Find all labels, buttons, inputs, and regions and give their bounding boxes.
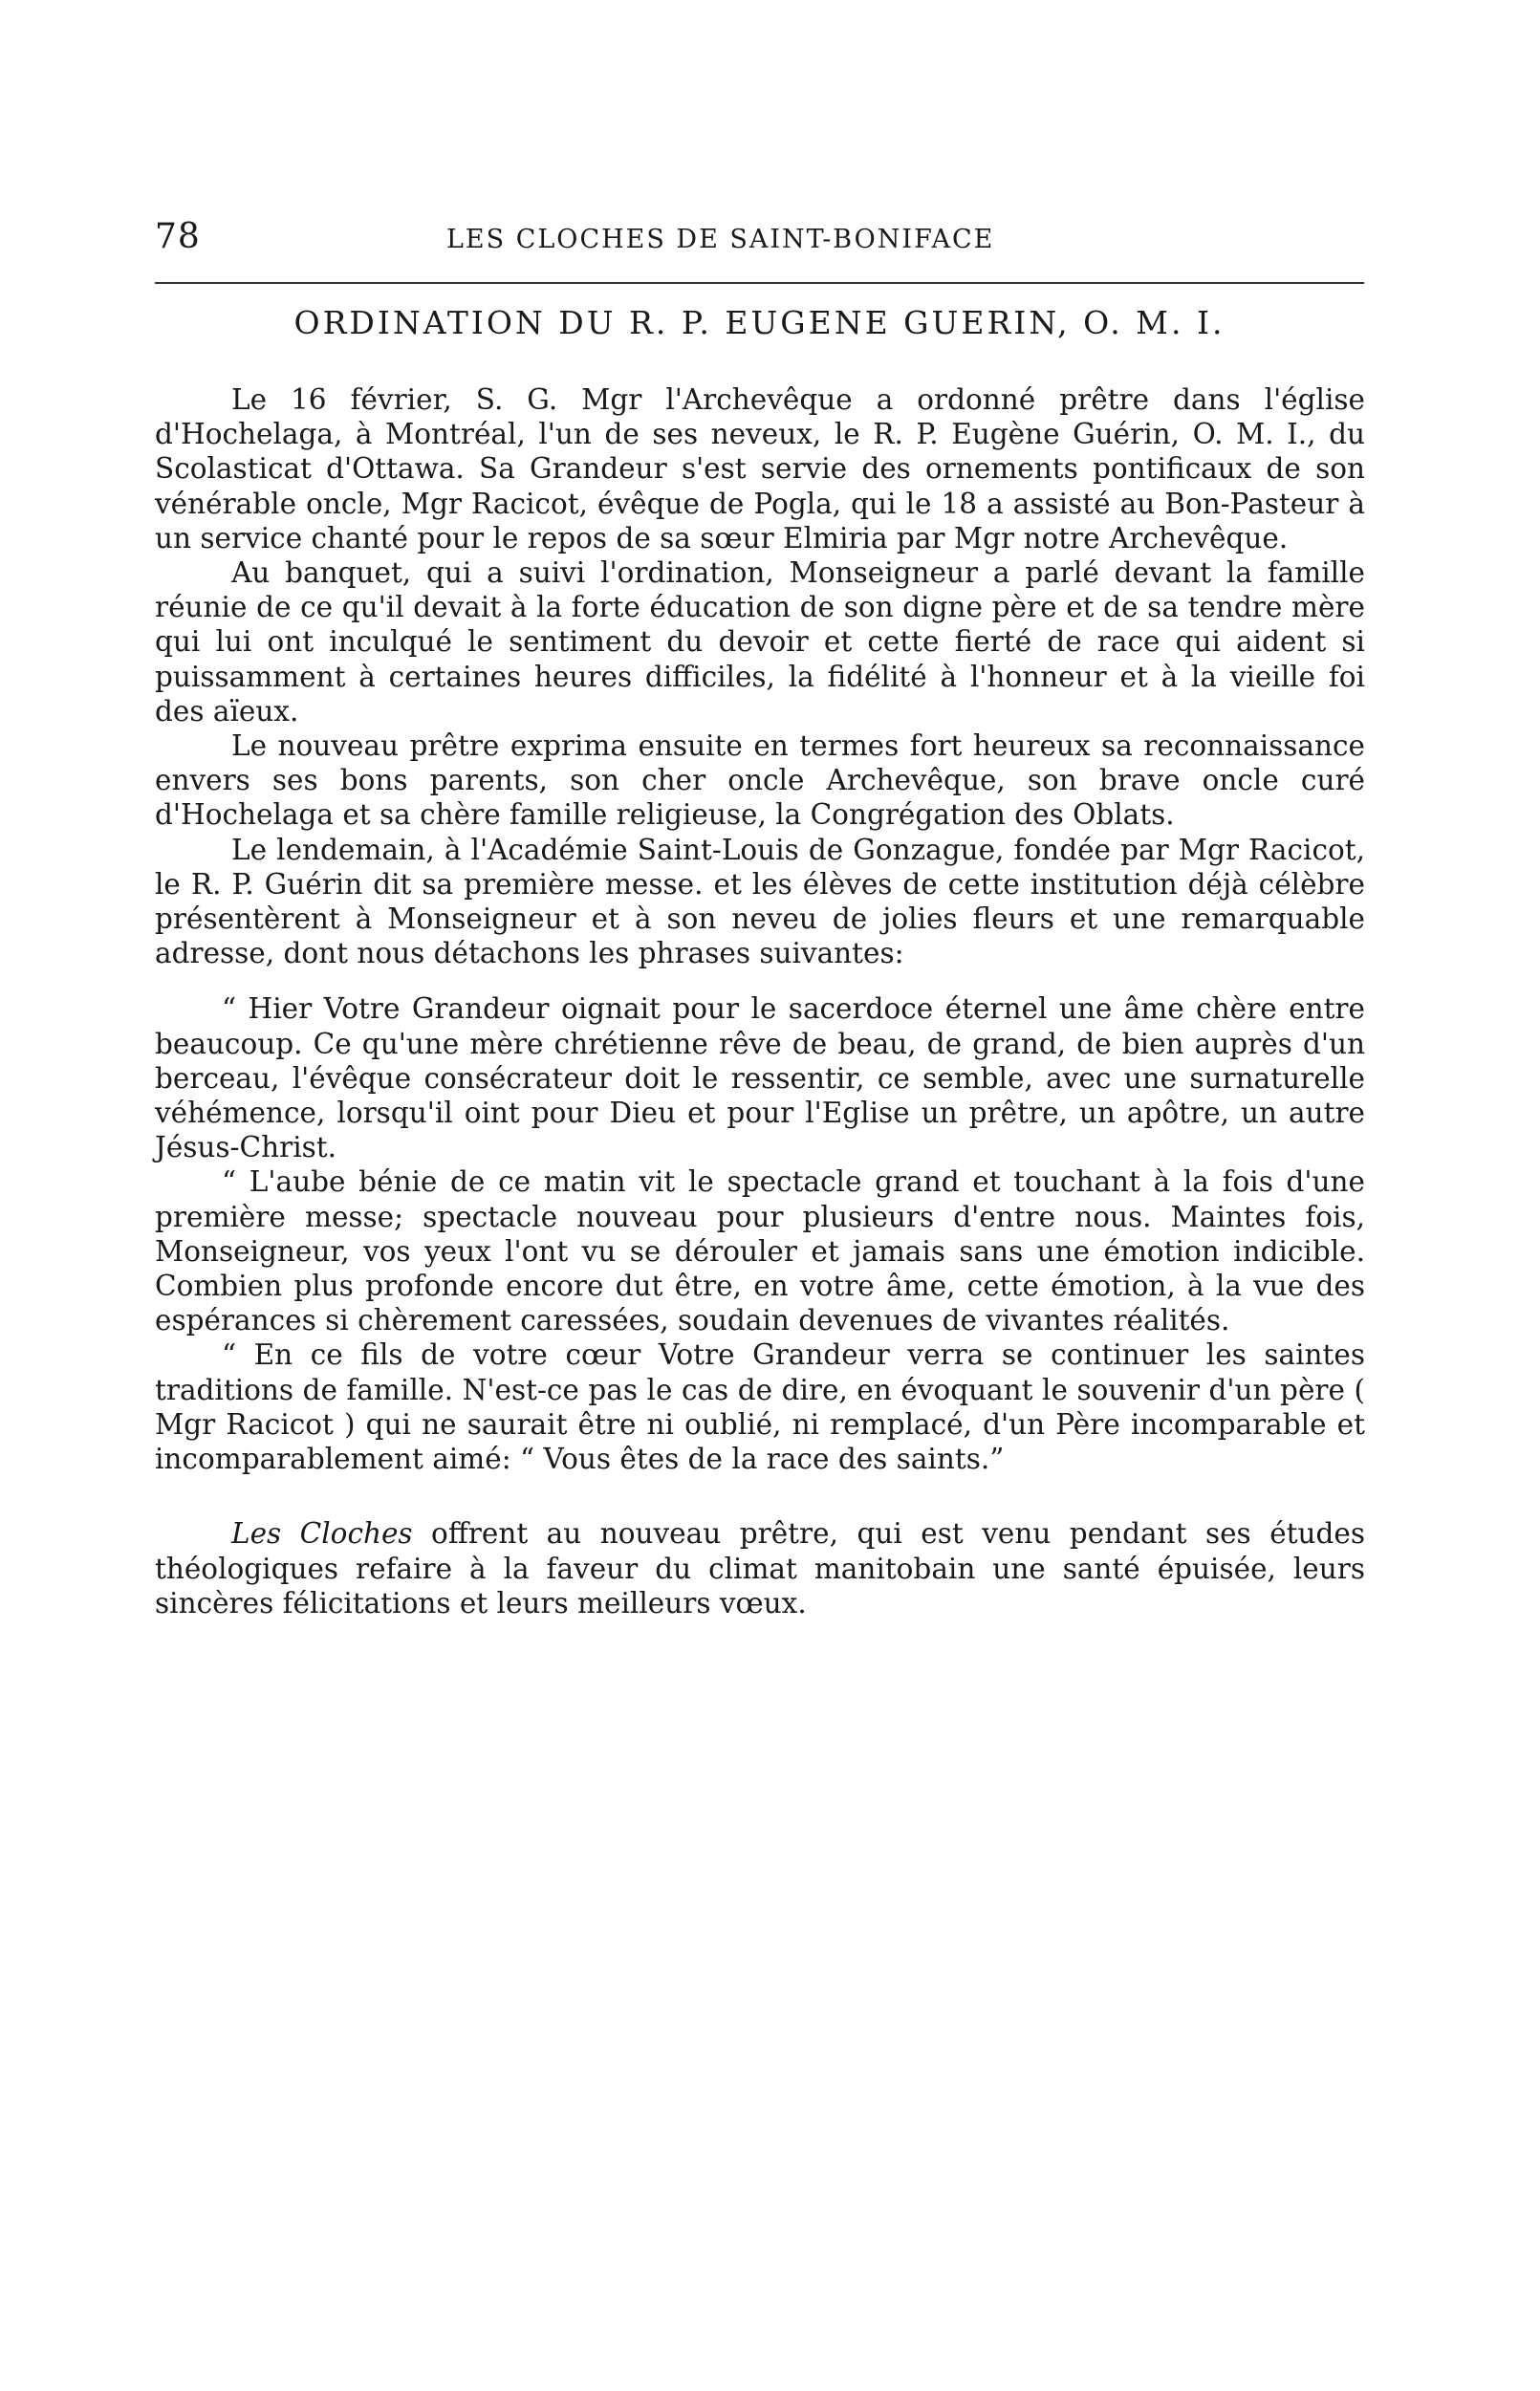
closing-text: offrent au nouveau prêtre, qui est venu pendant ses études théologiques refaire à la faveur du climat manitobain une santé épuisée, leurs sincères félicitations et leurs meilleurs vœux.: [155, 1517, 1365, 1619]
paragraph-4: Le lendemain, à l'Académie Saint-Louis de Gonzague, fondée par Mgr Racicot, le R. P. Guérin dit sa première messe. et les élèves de cette institution déjà célèbre présentèrent à Monseigneur et à son neveu de jolies fleurs et une remarquable adresse, dont nous détachons les phrases suivantes:: [155, 833, 1365, 970]
running-title: LES CLOCHES DE SAINT-BONIFACE: [446, 225, 995, 254]
paragraph-3: Le nouveau prêtre exprima ensuite en termes fort heureux sa reconnaissance envers ses bons parents, son cher oncle Archevêque, son brave oncle curé d'Hochelaga et sa chère famille religieuse, la Congrégation des Oblats.: [155, 729, 1365, 832]
article-body: [155, 382, 1365, 1620]
page-header: [155, 218, 1367, 266]
spacer: [155, 970, 1365, 991]
paragraph-1: Le 16 février, S. G. Mgr l'Archevêque a ordonné prêtre dans l'église d'Hochelaga, à Montréal, l'un de ses neveux, le R. P. Eugène Guérin, O. M. I., du Scolasticat d'Ottawa. Sa Grandeur s'est servie des ornements pontificaux de son vénérable oncle, Mgr Racicot, évêque de Pogla, qui le 18 a assisté au Bon-Pasteur à un service chanté pour le repos de sa sœur Elmiria par Mgr notre Archevêque.: [155, 383, 1365, 554]
spacer: [155, 1476, 1365, 1516]
page-number: 78: [155, 217, 201, 256]
closing-paragraph: [155, 1516, 1365, 1620]
closing-italic-lead: Les Cloches: [231, 1517, 413, 1551]
quote-1: “ Hier Votre Grandeur oignait pour le sacerdoce éternel une âme chère entre beaucoup. Ce qu'une mère chrétienne rêve de beau, de grand, de bien auprès d'un berceau, l'évêque consécrateur doit le ressentir, ce semble, avec une surnaturelle véhémence, lorsqu'il oint pour Dieu et pour l'Eglise un prêtre, un apôtre, un autre Jésus-Christ.: [155, 992, 1365, 1164]
quote-3: “ En ce fils de votre cœur Votre Grandeur verra se continuer les saintes traditions de famille. N'est-ce pas le cas de dire, en évoquant le souvenir d'un père ( Mgr Racicot ) qui ne saurait être ni oublié, ni remplacé, d'un Père incomparable et incomparablement aimé: “ Vous êtes de la race des saints.”: [155, 1338, 1365, 1476]
paragraph-2: Au banquet, qui a suivi l'ordination, Monseigneur a parlé devant la famille réunie de ce qu'il devait à la forte éducation de son digne père et de sa tendre mère qui lui ont inculqué le sentiment du devoir et cette fierté de race qui aident si puissamment à certaines heures difficiles, la fidélité à l'honneur et à la vieille foi des aïeux.: [155, 556, 1365, 728]
article-title: ORDINATION DU R. P. EUGENE GUERIN, O. M. I.: [293, 304, 1225, 341]
header-rule: [155, 282, 1364, 284]
quote-2: “ L'aube bénie de ce matin vit le spectacle grand et touchant à la fois d'une première messe; spectacle nouveau pour plusieurs d'entre nous. Maintes fois, Monseigneur, vos yeux l'ont vu se dérouler et jamais sans une émotion indicible. Combien plus profonde encore dut être, en votre âme, cette émotion, à la vue des espérances si chèrement caressées, soudain devenues de vivantes réalités.: [155, 1165, 1365, 1337]
